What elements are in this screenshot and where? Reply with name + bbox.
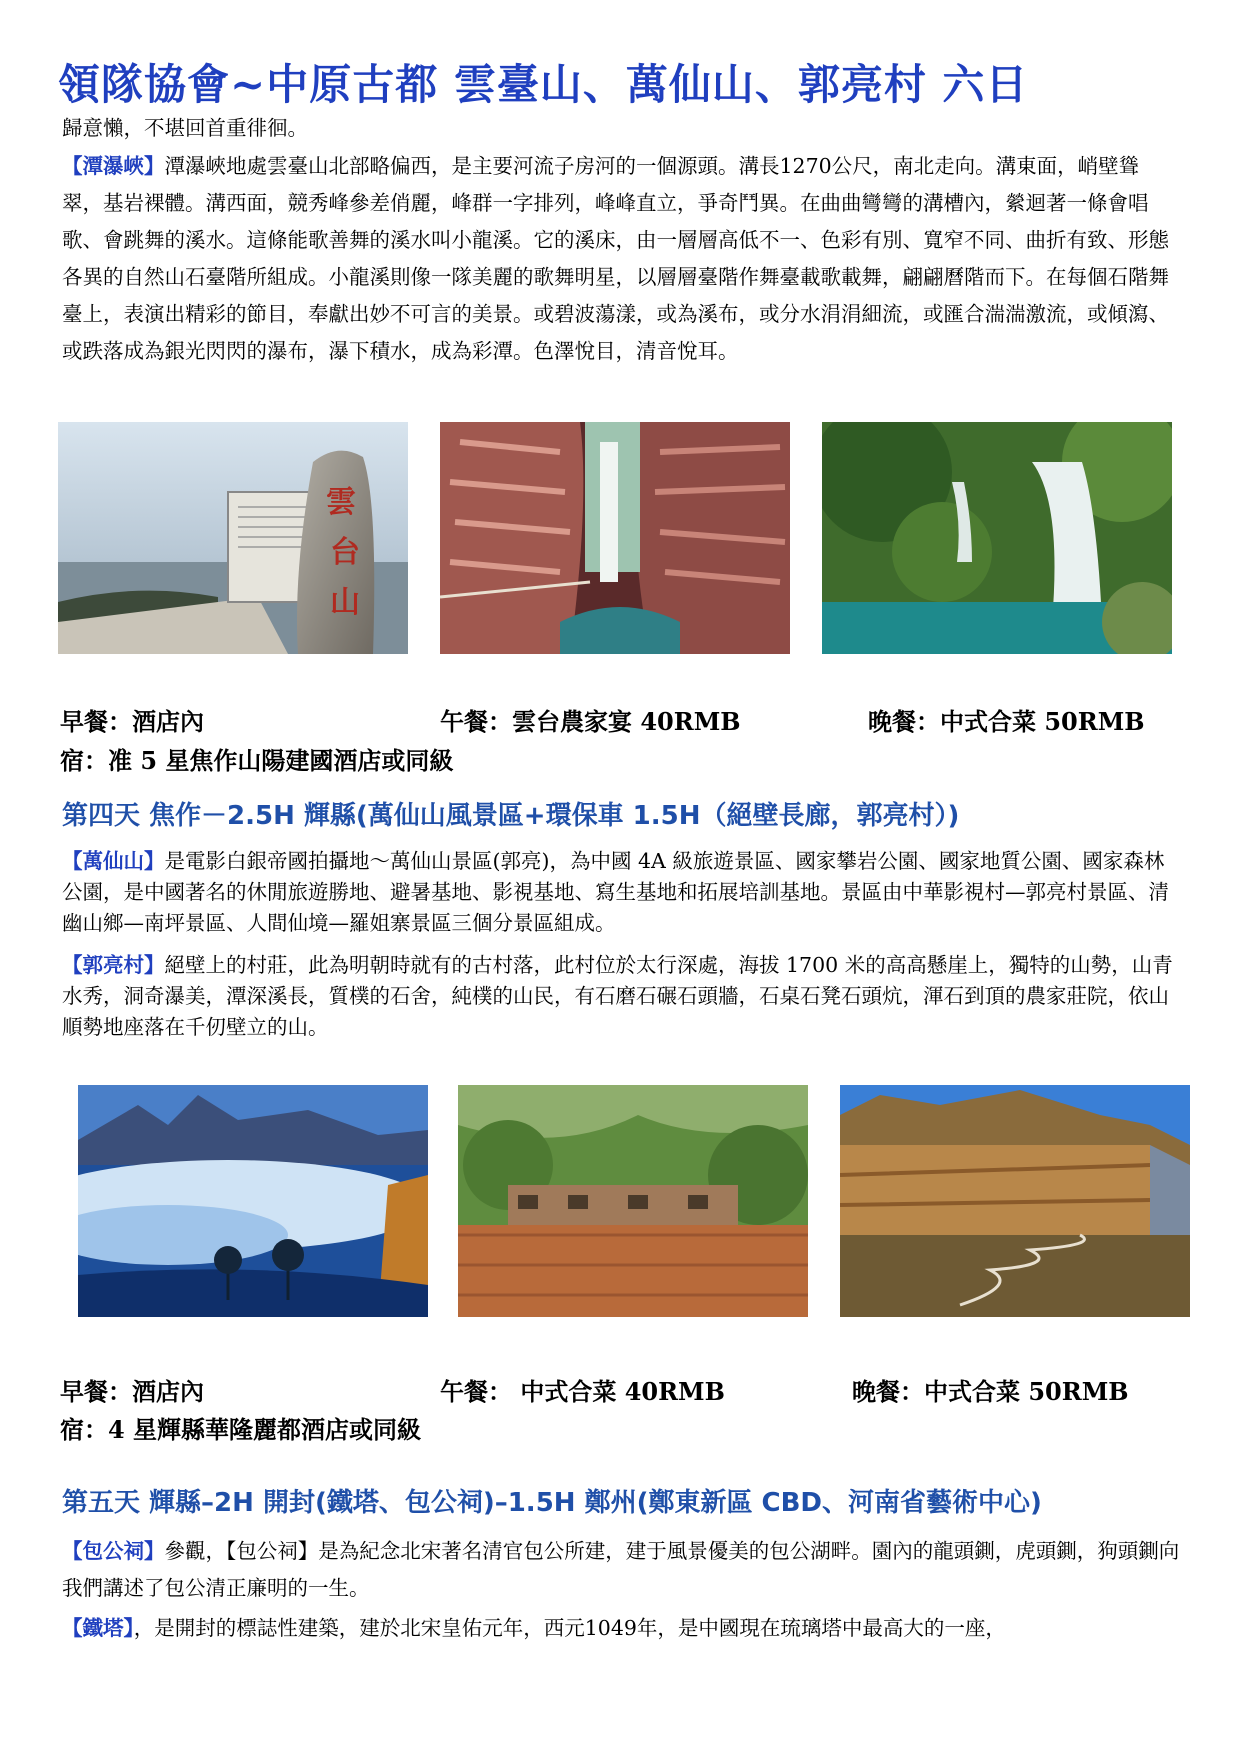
tanpuxia-paragraph: [62, 148, 1180, 370]
guoliang-text: 絕壁上的村莊，此為明朝時就有的古村落，此村位於太行深處，海拔 1700 米的高高懸崖上，獨特的山勢，山青水秀，洞奇瀑美，潭深溪長，質樸的石舍，純樸的山民，有石磨石碾石頭牆，石桌石凳石頭炕，渾石到頂的農家莊院，依山順勢地座落在千仞壁立的山。: [62, 953, 1173, 1039]
baogongci-paragraph: [62, 1533, 1180, 1607]
sea-of-clouds-photo: [78, 1085, 428, 1317]
day5-heading: 第五天 輝縣–2H 開封(鐵塔、包公祠)–1.5H 鄭州(鄭東新區 CBD、河南省藝術中心): [62, 1488, 1042, 1518]
cliff-road-photo: [840, 1085, 1190, 1317]
day3-hotel: 宿：准 5 星焦作山陽建國酒店或同級: [60, 746, 454, 775]
svg-text:山: 山: [330, 585, 360, 620]
intro-line: 歸意懶，不堪回首重徘徊。: [62, 116, 308, 140]
guoliang-paragraph: [62, 950, 1180, 1043]
day4-heading: 第四天 焦作－2.5H 輝縣(萬仙山風景區+環保車 1.5H（絕壁長廊，郭亮村）): [62, 801, 960, 831]
day4-hotel: 宿：4 星輝縣華隆麗都酒店或同級: [60, 1415, 422, 1444]
waterfall-pool-photo: [822, 422, 1172, 654]
baogongci-tag: 【包公祠】: [62, 1539, 165, 1563]
day3-dinner: 晚餐：中式合菜 50RMB: [868, 707, 1145, 736]
guoliang-tag: 【郭亮村】: [62, 953, 165, 977]
svg-text:雲: 雲: [326, 485, 356, 520]
tieta-text: ，是開封的標誌性建築，建於北宋皇佑元年，西元1049年，是中國現在琉璃塔中最高大的一座，: [133, 1616, 1006, 1640]
day3-lunch: 午餐：雲台農家宴 40RMB: [440, 707, 741, 736]
wanxianshan-tag: 【萬仙山】: [62, 849, 165, 873]
tanpuxia-text: 潭瀑峽地處雲臺山北部略偏西，是主要河流子房河的一個源頭。溝長1270公尺，南北走向。溝東面，峭壁聳翠，基岩裸體。溝西面，競秀峰參差俏麗，峰群一字排列，峰峰直立，爭奇鬥異。在曲曲彎彎的溝槽內，縈迴著一條會唱歌、會跳舞的溪水。這條能歌善舞的溪水叫小龍溪。它的溪床，由一層層高低不一、色彩有別、寬窄不同、曲折有致、形態各異的自然山石臺階所組成。小龍溪則像一隊美麗的歌舞明星，以層層臺階作舞臺載歌載舞，翩翩曆階而下。在每個石階舞臺上，表演出精彩的節目，奉獻出妙不可言的美景。或碧波蕩漾，或為溪布，或分水涓涓細流，或匯合湍湍激流，或傾瀉、或跌落成為銀光閃閃的瀑布，瀑下積水，成為彩潭。色澤悅目，清音悅耳。: [62, 154, 1169, 363]
wanxianshan-paragraph: [62, 846, 1180, 939]
tieta-tag: 【鐵塔】: [62, 1616, 134, 1640]
baogongci-text: 參觀，【包公祠】是為紀念北宋著名清官包公所建，建于風景優美的包公湖畔。園內的龍頭鍘，虎頭鍘，狗頭鍘向我們講述了包公清正廉明的一生。: [62, 1539, 1180, 1600]
svg-text:台: 台: [330, 535, 360, 570]
day3-breakfast: 早餐：酒店內: [60, 707, 204, 736]
day4-lunch: 午餐： 中式合菜 40RMB: [440, 1377, 725, 1406]
day4-breakfast: 早餐：酒店內: [60, 1377, 204, 1406]
day4-dinner: 晚餐：中式合菜 50RMB: [852, 1377, 1129, 1406]
guoliang-village-photo: [458, 1085, 808, 1317]
yuntaishan-stone-photo: [58, 422, 408, 654]
wanxianshan-text: 是電影白銀帝國拍攝地～萬仙山景區(郭亮)，為中國 4A 級旅遊景區、國家攀岩公園、國家地質公園、國家森林公園，是中國著名的休閒旅遊勝地、避暑基地、影視基地、寫生基地和拓展培訓基地。景區由中華影視村—郭亮村景區、清幽山鄉—南坪景區、人間仙境—羅姐寨景區三個分景區組成。: [62, 849, 1169, 935]
tanpuxia-tag: 【潭瀑峽】: [62, 154, 165, 178]
page-title: 領隊協會~中原古都 雲臺山、萬仙山、郭亮村 六日: [58, 60, 1029, 109]
canyon-stream-photo: [440, 422, 790, 654]
tieta-paragraph: [62, 1610, 1180, 1647]
